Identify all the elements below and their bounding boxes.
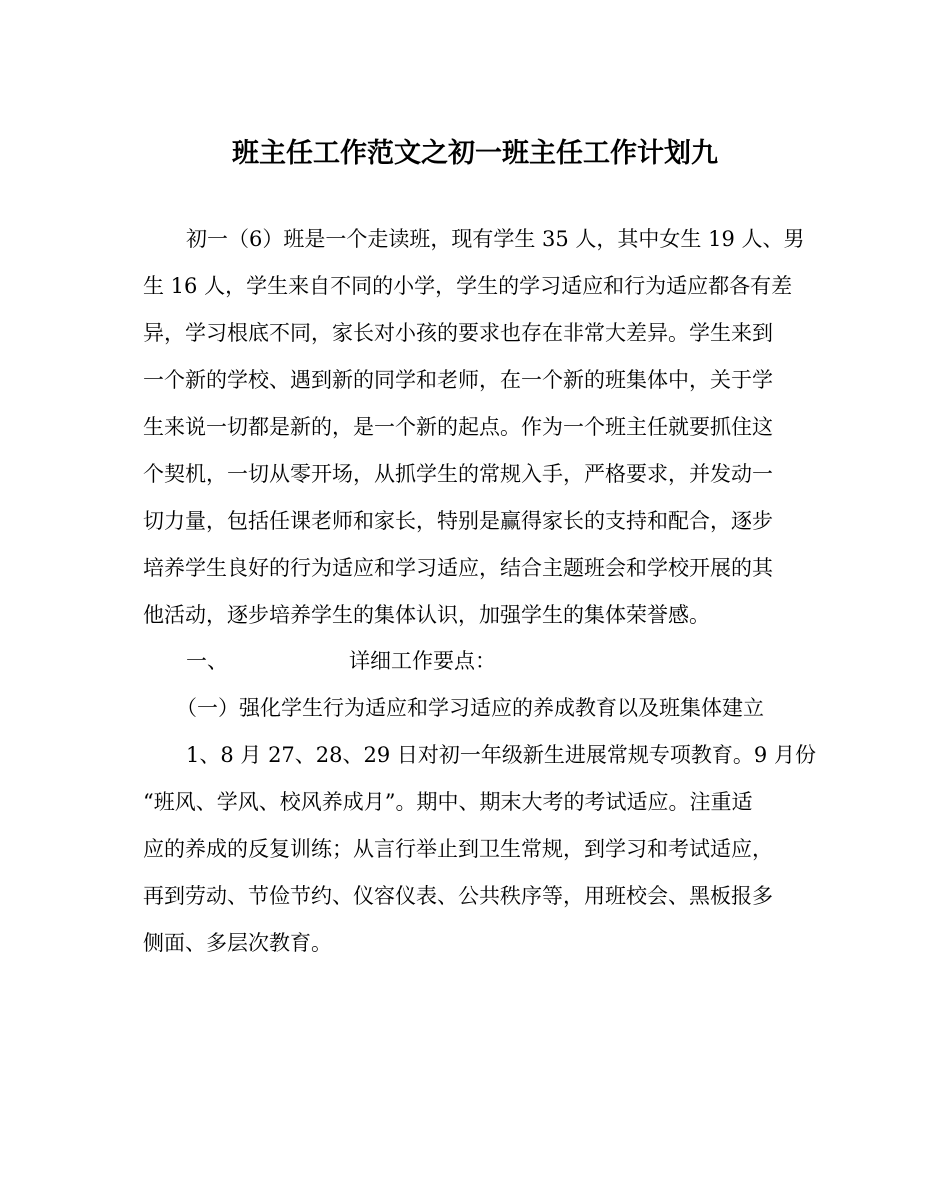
paragraph-line: “班风、学风、校风养成月”。期中、期末大考的考试适应。注重适 [143, 790, 753, 814]
section-number: 一、 [186, 649, 228, 673]
paragraph-line: 再到劳动、节俭节约、仪容仪表、公共秩序等，用班校会、黑板报多 [143, 884, 773, 908]
document-title: 班主任工作范文之初一班主任工作计划九 [232, 138, 718, 169]
paragraph-line: 培养学生良好的行为适应和学习适应，结合主题班会和学校开展的其 [143, 556, 773, 580]
paragraph-line: 一个新的学校、遇到新的同学和老师，在一个新的班集体中，关于学 [143, 368, 773, 392]
subsection-heading: （一）强化学生行为适应和学习适应的养成教育以及班集体建立 [176, 696, 764, 720]
paragraph-line: 他活动，逐步培养学生的集体认识，加强学生的集体荣誉感。 [143, 603, 710, 627]
paragraph-line: 切力量，包括任课老师和家长，特别是赢得家长的支持和配合，逐步 [143, 509, 773, 533]
paragraph-line: 生 16 人，学生来自不同的小学，学生的学习适应和行为适应都各有差 [143, 274, 793, 298]
paragraph-line: 个契机，一切从零开场，从抓学生的常规入手，严格要求，并发动一 [143, 462, 773, 486]
paragraph-line: 生来说一切都是新的，是一个新的起点。作为一个班主任就要抓住这 [143, 415, 773, 439]
paragraph-line: 1、8 月 27、28、29 日对初一年级新生进展常规专项教育。9 月份 [186, 743, 816, 767]
paragraph-line: 初一（6）班是一个走读班，现有学生 35 人，其中女生 19 人、男 [186, 227, 805, 251]
paragraph-line: 异，学习根底不同，家长对小孩的要求也存在非常大差异。学生来到 [143, 321, 773, 345]
paragraph-line: 侧面、多层次教育。 [143, 931, 332, 955]
section-heading: 详细工作要点： [349, 649, 496, 673]
paragraph-line: 应的养成的反复训练；从言行举止到卫生常规，到学习和考试适应， [143, 837, 773, 861]
